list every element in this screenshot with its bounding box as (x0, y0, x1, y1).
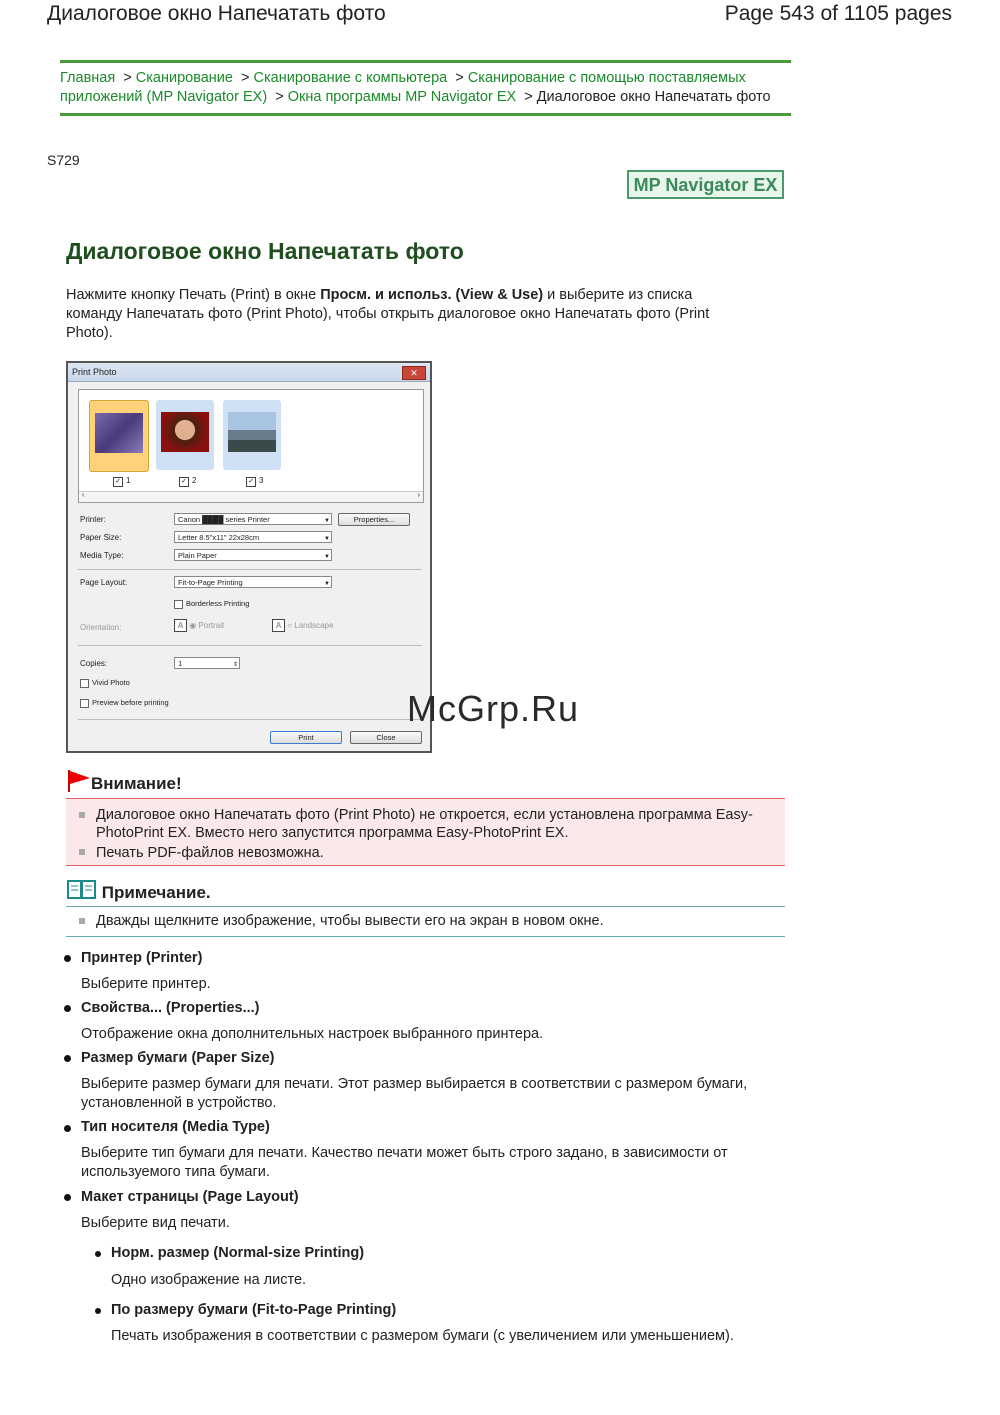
caution-item: Диалоговое окно Напечатать фото (Print Photo) не откроется, если установлена программа Easy-PhotoPrint EX. Вместо него запустится программа Easy-PhotoPrint EX. (96, 807, 753, 841)
bullet-dot (64, 1125, 71, 1132)
borderless-checkbox[interactable]: Borderless Printing (174, 599, 249, 609)
thumbnail-1[interactable] (89, 400, 149, 472)
item-desc-page-layout: Выберите вид печати. (81, 1215, 230, 1231)
thumb-scrollbar[interactable]: ‹ › (79, 491, 423, 502)
breadcrumb: Главная > Сканирование > Сканирование с компьютера > Сканирование с помощью поставляемых приложений (MP Navigator EX) > Окна программы MP Navigator EX > Диалоговое окно Напечатать фото (60, 60, 791, 116)
dialog-titlebar (68, 363, 430, 382)
item-desc-paper-size: Выберите размер бумаги для печати. Этот размер выбирается в соответствии с размером бумаги, установленной в устройство. (81, 1076, 748, 1111)
thumb-checkbox-1[interactable]: ✓ 1 (113, 476, 130, 487)
bullet-square (79, 812, 85, 818)
vivid-photo-checkbox[interactable]: Vivid Photo (80, 678, 130, 688)
flag-icon (67, 770, 91, 792)
orientation-label: Orientation: (80, 623, 122, 632)
item-title-page-layout: Макет страницы (Page Layout) (81, 1189, 299, 1205)
caution-heading: Внимание! (67, 770, 182, 794)
item-title-properties: Свойства... (Properties...) (81, 1000, 260, 1016)
media-type-select[interactable]: Plain Paper ▼ (174, 549, 332, 561)
photo-couple (228, 412, 276, 452)
page-title: Диалоговое окно Напечатать фото (66, 238, 464, 264)
bullet-dot (64, 1194, 71, 1201)
breadcrumb-link-scan-apps[interactable]: Сканирование с помощью поставляемых приложений (MP Navigator EX) (60, 70, 746, 105)
divider (78, 569, 422, 570)
close-icon[interactable]: ✕ (402, 366, 426, 380)
item-desc-properties: Отображение окна дополнительных настроек выбранного принтера. (81, 1026, 544, 1042)
close-button[interactable]: Close (350, 731, 422, 744)
paper-size-label: Paper Size: (80, 533, 122, 542)
intro-paragraph: Нажмите кнопку Печать (Print) в окне Просм. и использ. (View & Use) и выберите из списка команду Напечатать фото (Print Photo), чтобы открыть диалоговое окно Напечатать фото (Print Photo). (66, 287, 710, 341)
book-icon (67, 880, 97, 900)
caution-box (66, 798, 785, 866)
printer-label: Printer: (80, 515, 106, 524)
caution-item: Печать PDF-файлов невозможна. (96, 845, 324, 861)
breadcrumb-current: Диалоговое окно Напечатать фото (536, 89, 771, 105)
bullet-dot (64, 955, 71, 962)
intro-bold: Просм. и использ. (View & Use) (320, 287, 544, 303)
thumbnail-3[interactable] (223, 400, 281, 470)
printer-select[interactable]: Canon ████ series Printer ▼ (174, 513, 332, 525)
media-type-label: Media Type: (80, 551, 124, 560)
thumbnail-area (78, 389, 424, 503)
note-heading: Примечание. (67, 880, 211, 903)
subitem-desc-normal: Одно изображение на листе. (111, 1272, 307, 1288)
item-title-media-type: Тип носителя (Media Type) (81, 1119, 270, 1135)
portrait-option[interactable]: A ◉ Portrait (174, 619, 224, 632)
copies-stepper[interactable]: 1 ⇕ (174, 657, 240, 669)
breadcrumb-link-scanning[interactable]: Сканирование (135, 70, 233, 86)
page-layout-label: Page Layout: (80, 578, 128, 587)
photo-flowers (95, 413, 143, 453)
preview-checkbox[interactable]: Preview before printing (80, 698, 169, 708)
thumb-checkbox-2[interactable]: ✓ 2 (179, 476, 196, 487)
bullet-dot (95, 1308, 101, 1314)
dialog-title: Print Photo (72, 367, 117, 377)
page-layout-select[interactable]: Fit-to-Page Printing ▼ (174, 576, 332, 588)
portrait-icon: A (174, 619, 187, 632)
note-item: Дважды щелкните изображение, чтобы вывести его на экран в новом окне. (96, 913, 604, 929)
print-button[interactable]: Print (270, 731, 342, 744)
header-title: Диалоговое окно Напечатать фото (47, 2, 386, 25)
note-box (66, 906, 785, 937)
watermark: McGrp.Ru (407, 688, 580, 729)
breadcrumb-link-windows[interactable]: Окна программы MP Navigator EX (287, 89, 517, 105)
model-label: S729 (47, 152, 80, 168)
item-desc-printer: Выберите принтер. (81, 976, 211, 992)
page-counter: Page 543 of 1105 pages (724, 2, 952, 25)
bullet-dot (95, 1251, 101, 1257)
paper-size-select[interactable]: Letter 8.5"x11" 22x28cm ▼ (174, 531, 332, 543)
thumb-checkbox-3[interactable]: ✓ 3 (246, 476, 263, 487)
product-badge: MP Navigator EX (627, 170, 784, 199)
subitem-desc-fit: Печать изображения в соответствии с размером бумаги (с увеличением или уменьшением). (111, 1328, 734, 1344)
copies-label: Copies: (80, 659, 108, 668)
breadcrumb-link-scan-from-pc[interactable]: Сканирование с компьютера (253, 70, 448, 86)
bullet-square (79, 849, 85, 855)
landscape-option[interactable]: A ○ Landscape (272, 619, 333, 632)
item-title-printer: Принтер (Printer) (81, 950, 203, 966)
bullet-dot (64, 1055, 71, 1062)
divider (78, 645, 422, 646)
properties-button[interactable]: Properties... (338, 513, 410, 526)
thumbnail-2[interactable] (156, 400, 214, 470)
bullet-square (79, 918, 85, 924)
subitem-title-normal: Норм. размер (Normal-size Printing) (111, 1245, 365, 1261)
bullet-dot (64, 1005, 71, 1012)
photo-portrait (161, 412, 209, 452)
subitem-title-fit: По размеру бумаги (Fit-to-Page Printing) (111, 1302, 397, 1318)
print-photo-dialog (66, 361, 432, 753)
item-desc-media-type: Выберите тип бумаги для печати. Качество печати может быть строго задано, в зависимости от используемого типа бумаги. (81, 1145, 728, 1180)
landscape-icon: A (272, 619, 285, 632)
divider (78, 719, 422, 720)
breadcrumb-link-home[interactable]: Главная (60, 70, 116, 86)
item-title-paper-size: Размер бумаги (Paper Size) (81, 1050, 275, 1066)
